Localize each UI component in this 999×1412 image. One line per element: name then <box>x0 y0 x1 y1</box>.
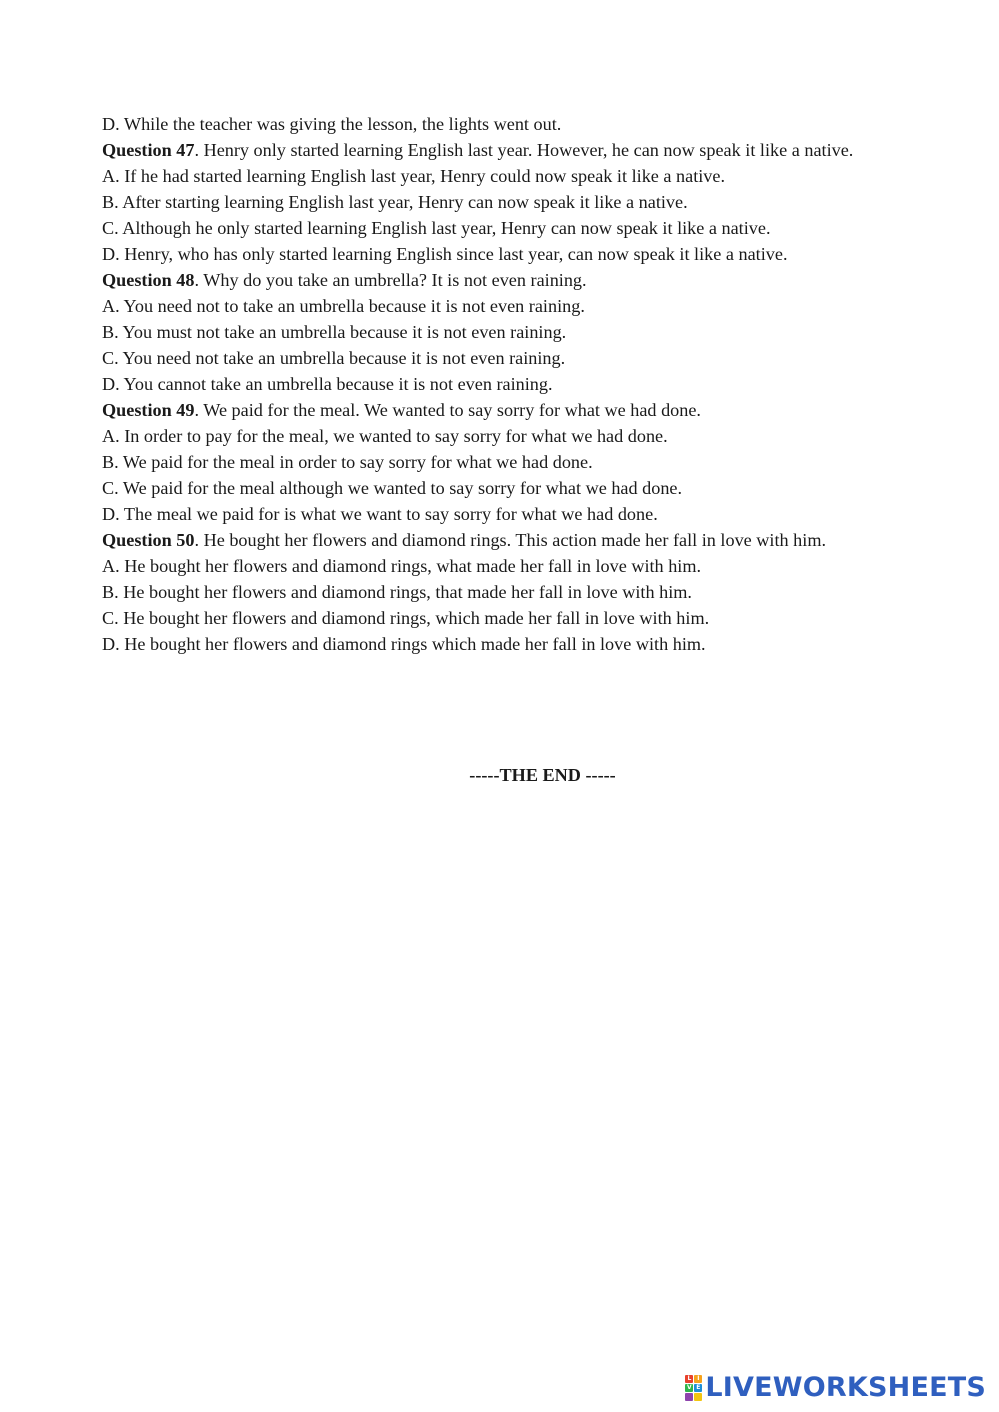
line-text: . We paid for the meal. We wanted to say sorry for what we had done. <box>194 400 701 420</box>
logo-mark-tile <box>685 1393 693 1401</box>
line-text: A. If he had started learning English last year, Henry could now speak it like a native. <box>102 166 726 186</box>
line-text: A. He bought her flowers and diamond rings, what made her fall in love with him. <box>102 556 702 576</box>
logo-mark-tile: L <box>685 1375 693 1383</box>
question-line <box>102 527 877 553</box>
line-text: C. He bought her flowers and diamond rings, which made her fall in love with him. <box>102 608 710 628</box>
option-line <box>102 241 877 267</box>
option-line <box>102 501 877 527</box>
option-line <box>102 631 877 657</box>
line-text: . Why do you take an umbrella? It is not even raining. <box>194 270 587 290</box>
line-text: C. You need not take an umbrella because it is not even raining. <box>102 348 566 368</box>
logo-mark-tile: V <box>687 1384 692 1391</box>
line-text: D. While the teacher was giving the lesson, the lights went out. <box>102 114 562 134</box>
line-text: D. You cannot take an umbrella because it is not even raining. <box>102 374 553 394</box>
line-text: D. The meal we paid for is what we want to say sorry for what we had done. <box>102 504 658 524</box>
option-line <box>102 449 877 475</box>
liveworksheets-logo-icon <box>685 1375 702 1401</box>
option-line <box>102 423 877 449</box>
line-text: B. After starting learning English last year, Henry can now speak it like a native. <box>102 192 688 212</box>
question-number: Question 48 <box>102 270 195 290</box>
option-line <box>102 345 877 371</box>
question-number: Question 47 <box>102 140 195 160</box>
option-line <box>102 475 877 501</box>
worksheet-content <box>102 111 877 657</box>
line-text: B. We paid for the meal in order to say sorry for what we had done. <box>102 452 593 472</box>
option-line <box>102 189 877 215</box>
line-text: A. In order to pay for the meal, we wanted to say sorry for what we had done. <box>102 426 668 446</box>
option-line <box>102 319 877 345</box>
question-line <box>102 267 877 293</box>
option-line <box>102 293 877 319</box>
line-text: . Henry only started learning English last year. However, he can now speak it like a native. <box>194 140 854 160</box>
option-line <box>102 163 877 189</box>
option-line <box>102 215 877 241</box>
option-line <box>102 371 877 397</box>
question-number: Question 49 <box>102 400 195 420</box>
logo-mark-tile: I <box>694 1375 702 1383</box>
line-text: D. Henry, who has only started learning English since last year, can now speak it like a native. <box>102 244 788 264</box>
option-line <box>102 553 877 579</box>
option-line <box>102 111 877 137</box>
line-text: B. He bought her flowers and diamond rings, that made her fall in love with him. <box>102 582 692 602</box>
line-text: B. You must not take an umbrella because it is not even raining. <box>102 322 567 342</box>
end-marker: -----THE END ----- <box>469 765 616 785</box>
option-line <box>102 605 877 631</box>
question-line <box>102 137 877 163</box>
liveworksheets-logo <box>685 1372 986 1404</box>
line-text: C. Although he only started learning English last year, Henry can now speak it like a native. <box>102 218 771 238</box>
line-text: . He bought her flowers and diamond rings. This action made her fall in love with him. <box>194 530 827 550</box>
logo-mark-tile: E <box>696 1384 701 1391</box>
logo-mark-tile <box>694 1393 702 1401</box>
question-number: Question 50 <box>102 530 195 550</box>
question-line <box>102 397 877 423</box>
line-text: D. He bought her flowers and diamond rings which made her fall in love with him. <box>102 634 706 654</box>
line-text: C. We paid for the meal although we wanted to say sorry for what we had done. <box>102 478 683 498</box>
line-text: A. You need not to take an umbrella because it is not even raining. <box>102 296 585 316</box>
option-line <box>102 579 877 605</box>
liveworksheets-logo-text: LIVEWORKSHEETS <box>705 1372 986 1403</box>
